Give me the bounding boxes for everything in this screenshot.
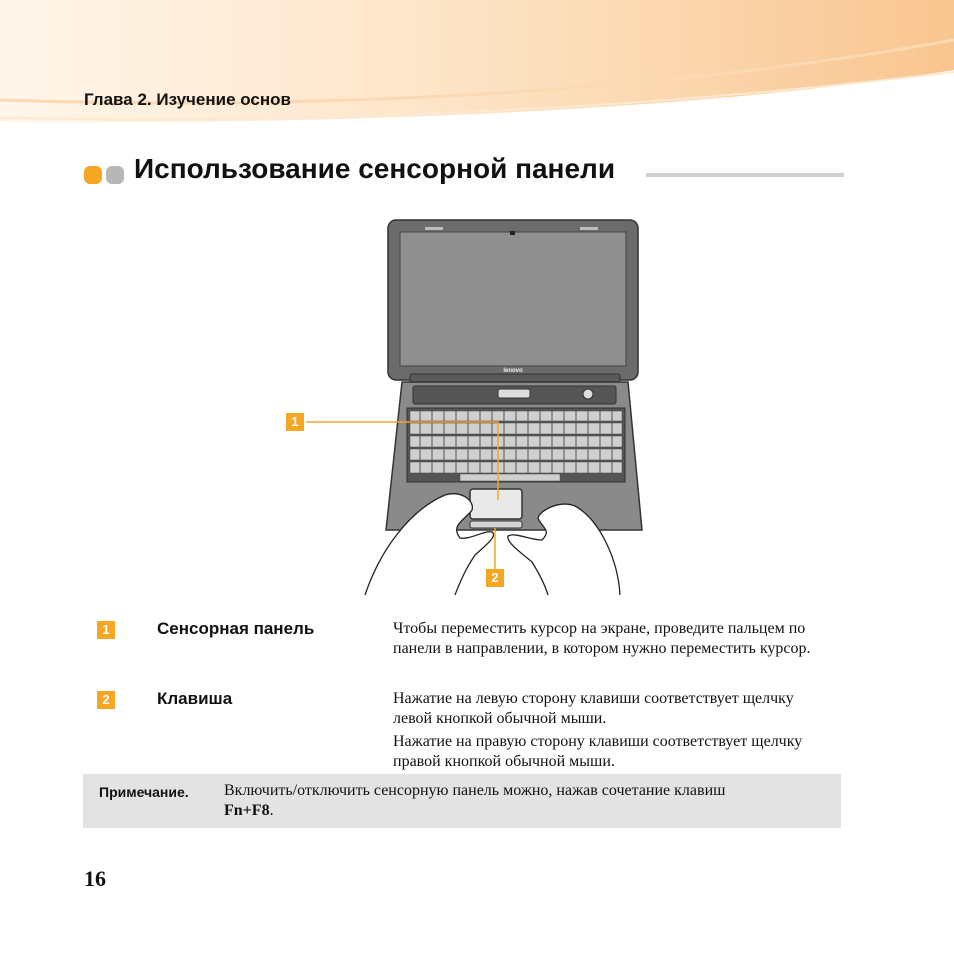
header-wave-background [0, 0, 954, 140]
laptop-illustration [270, 210, 670, 595]
laptop-drawing [270, 210, 670, 595]
title-rule [646, 173, 844, 177]
item-description [393, 619, 823, 659]
callout-1-badge: 1 [286, 413, 304, 431]
note-end: . [269, 802, 274, 819]
page-title: Использование сенсорной панели [134, 153, 616, 184]
item-number-badge: 1 [97, 621, 115, 639]
callout-2-badge: 2 [486, 569, 504, 587]
brand-logo-text: lenovo [503, 368, 523, 374]
description-paragraph: Нажатие на правую сторону клавиши соответствует щелчку правой кнопкой обычной мыши. [393, 733, 803, 770]
item-term: Сенсорная панель [157, 619, 315, 638]
description-paragraph: Чтобы переместить курсор на экране, проведите пальцем по панели в направлении, в котором нужно переместить курсор. [393, 620, 811, 657]
note-box [83, 774, 841, 828]
list-item [84, 689, 844, 771]
chapter-title: Глава 2. Изучение основ [84, 90, 291, 109]
description-paragraph: Нажатие на левую сторону клавиши соответствует щелчку левой кнопкой обычной мыши. [393, 690, 794, 727]
item-term: Клавиша [157, 689, 233, 708]
orange-bullet-icon [84, 166, 102, 184]
note-label: Примечание. [99, 784, 189, 800]
note-keys [224, 802, 274, 820]
gray-bullet-icon [106, 166, 124, 184]
item-description [393, 689, 823, 772]
section-heading [84, 153, 844, 193]
note-text: Включить/отключить сенсорную панель можно, нажав сочетание клавиш [224, 782, 726, 799]
page-number: 16 [84, 866, 106, 891]
list-item [84, 619, 844, 679]
item-number-badge: 2 [97, 691, 115, 709]
key-combination: Fn+F8 [224, 802, 270, 819]
